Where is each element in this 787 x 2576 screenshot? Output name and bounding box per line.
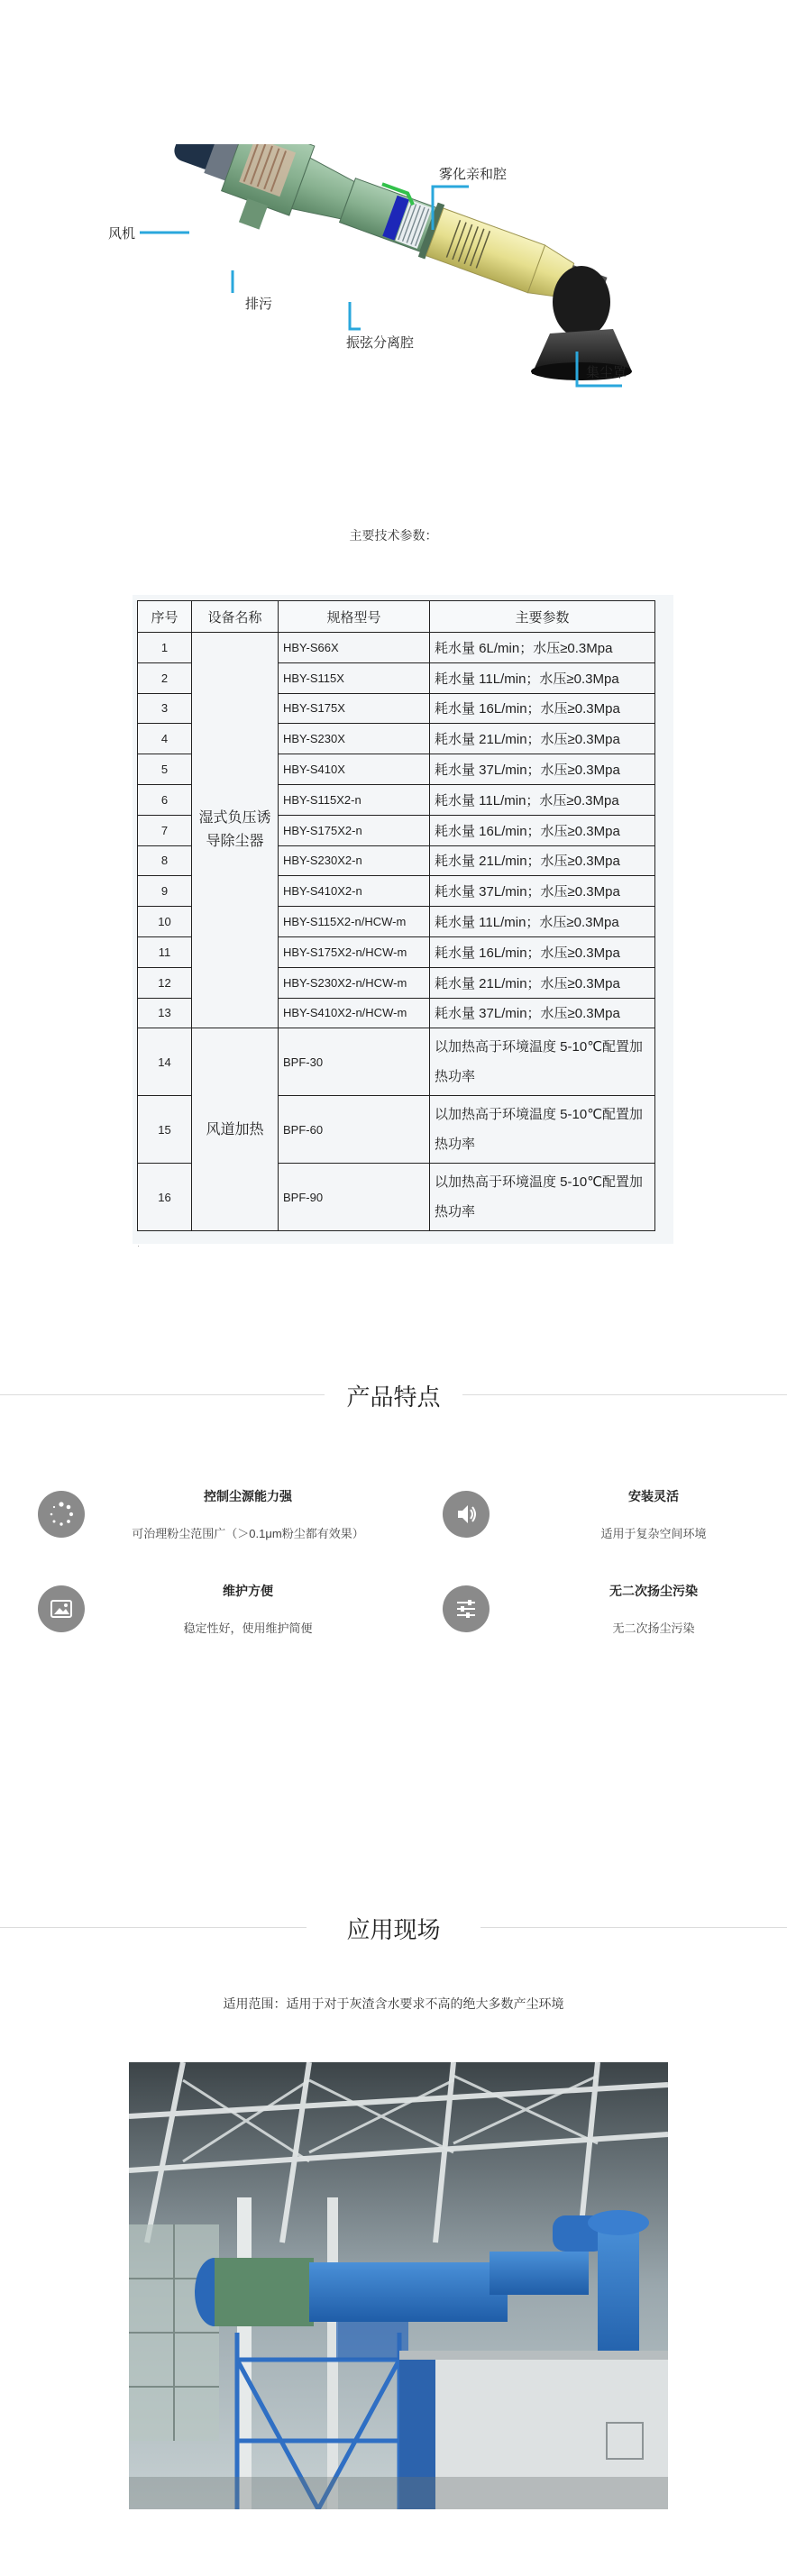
row-parameter: 耗水量 16L/min；水压≥0.3Mpa [430, 815, 655, 845]
device-name-duct-heater: 风道加热 [192, 1028, 279, 1231]
application-scope: 适用范围：适用于对于灰渣含水要求不高的绝大多数产尘环境 [223, 1996, 564, 2011]
table-header-row [138, 601, 655, 633]
row-number: 1 [138, 633, 192, 663]
label-dust-hood: 集尘罩 [586, 365, 627, 380]
row-number: 7 [138, 815, 192, 845]
feature-title-maintenance: 维护方便 [223, 1584, 273, 1598]
row-number: 6 [138, 784, 192, 815]
header-model: 规格型号 [279, 601, 430, 633]
feature-desc-maintenance: 稳定性好，使用维护简便 [183, 1621, 313, 1635]
feature-title-no-dust: 无二次扬尘污染 [609, 1584, 698, 1598]
row-number: 12 [138, 967, 192, 998]
row-number: 16 [138, 1164, 192, 1231]
row-model: HBY-S410X [279, 754, 430, 785]
dust-collector-diagram [90, 144, 667, 406]
row-model: HBY-S175X2-n [279, 815, 430, 845]
row-number: 4 [138, 724, 192, 754]
row-model: HBY-S115X2-n [279, 784, 430, 815]
row-number: 2 [138, 662, 192, 693]
row-model: HBY-S410X2-n [279, 876, 430, 907]
feature-desc-no-dust: 无二次扬尘污染 [612, 1621, 695, 1635]
row-parameter: 耗水量 21L/min；水压≥0.3Mpa [430, 967, 655, 998]
row-parameter: 以加热高于环境温度 5-10℃配置加热功率 [430, 1164, 655, 1231]
table-row [138, 1028, 655, 1096]
row-parameter: 耗水量 21L/min；水压≥0.3Mpa [430, 724, 655, 754]
row-number: 9 [138, 876, 192, 907]
label-separation-chamber: 振弦分离腔 [346, 335, 415, 351]
row-model: HBY-S230X2-n [279, 845, 430, 876]
table-footnote: · [137, 1241, 140, 1250]
row-number: 15 [138, 1096, 192, 1164]
header-no: 序号 [138, 601, 192, 633]
row-number: 13 [138, 998, 192, 1028]
row-number: 11 [138, 936, 192, 967]
row-model: HBY-S230X [279, 724, 430, 754]
label-atomization-chamber: 雾化亲和腔 [439, 167, 508, 182]
row-parameter: 耗水量 21L/min；水压≥0.3Mpa [430, 845, 655, 876]
features-title: 产品特点 [346, 1384, 441, 1411]
row-parameter: 耗水量 11L/min；水压≥0.3Mpa [430, 907, 655, 937]
row-parameter: 耗水量 6L/min；水压≥0.3Mpa [430, 633, 655, 663]
row-model: BPF-90 [279, 1164, 430, 1231]
feature-desc-dust-control: 可治理粉尘范围广（＞0.1μm粉尘都有效果） [132, 1527, 364, 1540]
application-site-photo [129, 2062, 668, 2509]
feature-title-install: 安装灵活 [628, 1489, 679, 1503]
label-fan: 风机 [108, 226, 136, 242]
row-parameter: 耗水量 37L/min；水压≥0.3Mpa [430, 754, 655, 785]
speaker-icon [443, 1491, 490, 1538]
row-parameter: 耗水量 11L/min；水压≥0.3Mpa [430, 784, 655, 815]
spec-table-body [138, 633, 655, 1231]
feature-desc-install: 适用于复杂空间环境 [600, 1527, 707, 1540]
row-parameter: 以加热高于环境温度 5-10℃配置加热功率 [430, 1096, 655, 1164]
table-row [138, 633, 655, 663]
row-model: BPF-30 [279, 1028, 430, 1096]
sliders-icon [443, 1585, 490, 1632]
spec-table [137, 600, 655, 1231]
row-number: 8 [138, 845, 192, 876]
row-model: HBY-S230X2-n/HCW-m [279, 967, 430, 998]
header-device: 设备名称 [192, 601, 279, 633]
row-parameter: 耗水量 16L/min；水压≥0.3Mpa [430, 693, 655, 724]
row-model: HBY-S175X2-n/HCW-m [279, 936, 430, 967]
loader-icon [38, 1491, 85, 1538]
image-icon [38, 1585, 85, 1632]
row-parameter: 耗水量 16L/min；水压≥0.3Mpa [430, 936, 655, 967]
dust-collector-illustration [90, 144, 667, 406]
label-drain: 排污 [245, 297, 273, 312]
row-model: HBY-S115X [279, 662, 430, 693]
header-params: 主要参数 [430, 601, 655, 633]
row-parameter: 耗水量 37L/min；水压≥0.3Mpa [430, 998, 655, 1028]
row-model: HBY-S410X2-n/HCW-m [279, 998, 430, 1028]
row-number: 10 [138, 907, 192, 937]
application-title: 应用现场 [346, 1916, 441, 1943]
row-model: HBY-S175X [279, 693, 430, 724]
row-model: BPF-60 [279, 1096, 430, 1164]
feature-title-dust-control: 控制尘源能力强 [204, 1489, 292, 1503]
device-name-wet-collector: 湿式负压诱导除尘器 [192, 633, 279, 1028]
row-number: 14 [138, 1028, 192, 1096]
row-parameter: 耗水量 11L/min；水压≥0.3Mpa [430, 662, 655, 693]
row-parameter: 耗水量 37L/min；水压≥0.3Mpa [430, 876, 655, 907]
row-parameter: 以加热高于环境温度 5-10℃配置加热功率 [430, 1028, 655, 1096]
row-number: 3 [138, 693, 192, 724]
row-model: HBY-S115X2-n/HCW-m [279, 907, 430, 937]
spec-table-panel [133, 595, 673, 1244]
row-number: 5 [138, 754, 192, 785]
params-caption: 主要技术参数： [349, 528, 438, 543]
row-model: HBY-S66X [279, 633, 430, 663]
